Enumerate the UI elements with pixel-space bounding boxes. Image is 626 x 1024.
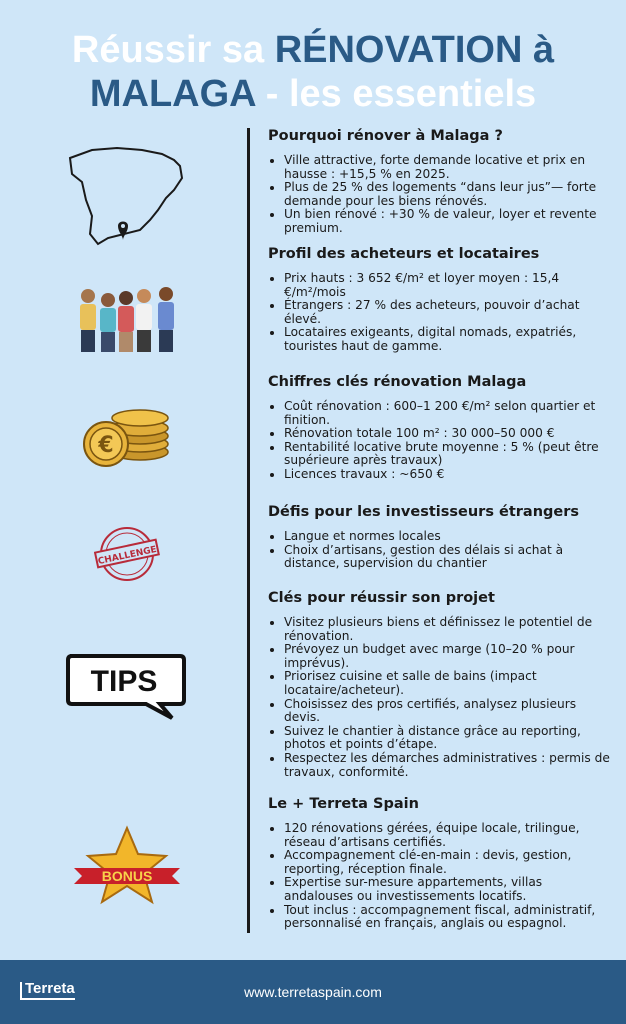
title-part-3: MALAGA [89, 73, 256, 115]
section-why-renovate [268, 126, 613, 236]
list-item: • Expertise sur-mesure appartements, villas andalouses ou investissements locatifs. [284, 876, 613, 903]
section-keys-to-success [268, 588, 613, 779]
euro-coins-icon [82, 402, 172, 470]
section-heading: Défis pour les investisseurs étrangers [268, 504, 580, 520]
website-link[interactable]: www.terretaspain.com [244, 984, 382, 1000]
list-item: • Choisissez des pros certifiés, analysez plusieurs devis. [284, 698, 613, 725]
list-item: • 120 rénovations gérées, équipe locale, trilingue, réseau d’artisans certifiés. [284, 822, 613, 849]
list-item: • Licences travaux : ~650 € [284, 468, 613, 482]
vertical-divider [247, 128, 250, 933]
spain-map-icon [62, 136, 202, 251]
bonus-star-icon [72, 824, 182, 906]
list-item: • Coût rénovation : 600–1 200 €/m² selon quartier et finition. [284, 400, 613, 427]
list-item: • Rénovation totale 100 m² : 30 000–50 000 € [284, 427, 613, 441]
section-challenges [268, 502, 613, 571]
title-part-4: - les essentiels [255, 73, 537, 115]
list-item: • Locataires exigeants, digital nomads, expatriés, touristes haut de gamme. [284, 326, 613, 353]
section-terreta-bonus [268, 794, 613, 931]
list-item: • Suivez le chantier à distance grâce au reporting, photos et points d’étape. [284, 725, 613, 752]
list-item: • Rentabilité locative brute moyenne : 5 % (peut être supérieure après travaux) [284, 441, 613, 468]
list-item: • Accompagnement clé-en-main : devis, gestion, reporting, réception finale. [284, 849, 613, 876]
section-heading: Le + Terreta Spain [268, 796, 419, 812]
section-list [268, 822, 613, 931]
list-item: • Respectez les démarches administratives : permis de travaux, conformité. [284, 752, 613, 779]
challenge-stamp-icon [94, 526, 160, 582]
list-item: • Prix hauts : 3 652 €/m² et loyer moyen : 15,4 €/m²/mois [284, 272, 613, 299]
list-item: • Un bien rénové : +30 % de valeur, loyer et revente premium. [284, 208, 613, 235]
section-key-figures [268, 372, 613, 482]
list-item: • Plus de 25 % des logements “dans leur jus”— forte demande pour les biens rénovés. [284, 181, 613, 208]
section-heading: Profil des acheteurs et locataires [268, 246, 540, 262]
section-list [268, 272, 613, 354]
page-title [0, 28, 626, 116]
tips-label: TIPS [90, 665, 158, 698]
list-item: • Priorisez cuisine et salle de bains (impact locataire/acheteur). [284, 670, 613, 697]
section-list [268, 400, 613, 482]
title-part-2: RÉNOVATION à [274, 29, 555, 71]
section-list [268, 154, 613, 236]
section-buyer-profile [268, 244, 613, 354]
section-heading: Pourquoi rénover à Malaga ? [268, 128, 503, 144]
section-list [268, 530, 613, 571]
list-item: • Langue et normes locales [284, 530, 613, 544]
tips-speech-bubble-icon [64, 652, 188, 722]
list-item: • Choix d’artisans, gestion des délais si achat à distance, supervision du chantier [284, 544, 613, 571]
bonus-label: BONUS [101, 868, 153, 884]
list-item: • Ville attractive, forte demande locative et prix en hausse : +15,5 % en 2025. [284, 154, 613, 181]
list-item: • Étrangers : 27 % des acheteurs, pouvoir d’achat élevé. [284, 299, 613, 326]
section-heading: Clés pour réussir son projet [268, 590, 495, 606]
list-item: • Tout inclus : accompagnement fiscal, administratif, personnalisé en français, anglais ou espagnol. [284, 904, 613, 931]
list-item: • Visitez plusieurs biens et définissez le potentiel de rénovation. [284, 616, 613, 643]
list-item: • Prévoyez un budget avec marge (10–20 % pour imprévus). [284, 643, 613, 670]
challenge-label: CHALLENGE [97, 544, 158, 568]
section-heading: Chiffres clés rénovation Malaga [268, 374, 527, 390]
people-group-icon [70, 284, 188, 354]
euro-symbol: € [98, 433, 114, 458]
terreta-logo[interactable]: Terreta [20, 982, 75, 1000]
title-part-1: Réussir sa [71, 29, 275, 71]
section-list [268, 616, 613, 779]
